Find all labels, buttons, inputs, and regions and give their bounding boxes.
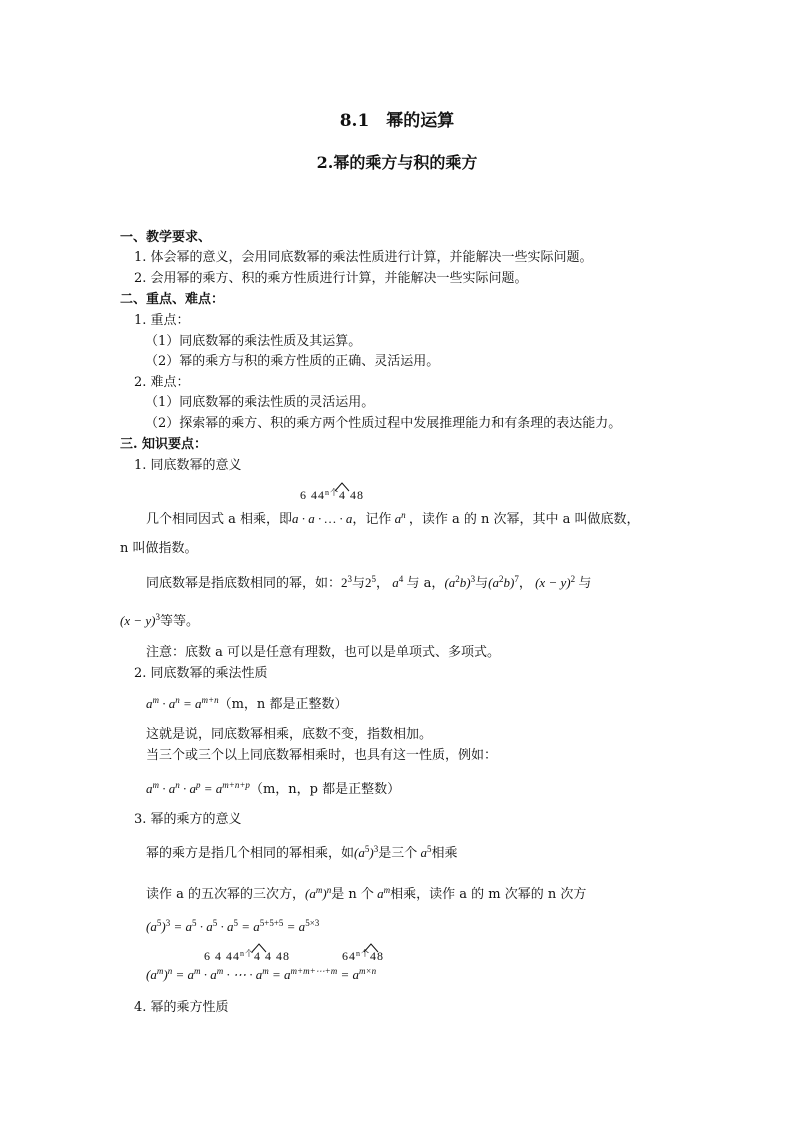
same-base-examples-cont: $(x - y)^3$等等。 bbox=[120, 612, 199, 629]
key-item: （2）幂的乘方与积的乘方性质的正确、灵活运用。 bbox=[145, 354, 440, 369]
knowledge-label-4: 4. 幂的乘方性质 bbox=[134, 1000, 229, 1015]
key-item: （1）同底数幂的乘法性质及其运算。 bbox=[145, 334, 362, 349]
difficulty-label: 2. 难点： bbox=[134, 375, 190, 390]
product-expression: a · a · … · a bbox=[292, 511, 353, 526]
key-label: 1. 重点： bbox=[134, 313, 190, 328]
power-of-power-reading: 读作 a 的五次幂的三次方，$(a^m)^n$是 n 个 $a^m$相乘，读作 a 的 m 次幂的 n 次方 bbox=[146, 885, 587, 902]
section-heading-requirements: 一、教学要求、 bbox=[120, 230, 212, 245]
brace-peak-icon bbox=[251, 943, 267, 953]
brace-peak-icon bbox=[363, 943, 379, 953]
requirement-item: 2. 会用幂的乘方、积的乘方性质进行计算，并能解决一些实际问题。 bbox=[134, 271, 528, 286]
formula-product-rule-three: $a^m \cdot a^n \cdot a^p = a^{m+n+p}(m$，n，p 都是正整数） bbox=[146, 780, 401, 797]
requirement-item: 1. 体会幂的意义，会用同底数幂的乘法性质进行计算，并能解决一些实际问题。 bbox=[134, 250, 593, 265]
definition-line-cont: n 叫做指数。 bbox=[120, 541, 198, 556]
same-base-examples: 同底数幂是指底数相同的幂，如：$2^3$与$2^5$， $a^4$ 与 a，$(a^2b)^3$与$(a^2b)^7$， $(x - y)^2$ 与 bbox=[146, 574, 592, 591]
section-heading-knowledge: 三. 知识要点： bbox=[120, 437, 208, 452]
page-subtitle: 2.幂的乘方与积的乘方 bbox=[316, 153, 478, 172]
brace-peak-icon bbox=[334, 482, 350, 492]
overbrace-n-factors: 6 4 $44^{n个}4$ 4 48 bbox=[204, 949, 290, 963]
section-heading-key-points: 二、重点、难点： bbox=[120, 292, 225, 307]
rule-explanation: 这就是说，同底数幂相乘，底数不变，指数相加。 bbox=[146, 727, 433, 742]
page-title: 8.1 幂的运算 bbox=[339, 111, 455, 131]
knowledge-label-2: 2. 同底数幂的乘法性质 bbox=[134, 666, 268, 681]
formula-product-rule: $a^m \cdot a^n = a^{m+n}(m$，n 都是正整数） bbox=[146, 695, 348, 712]
note: 注意：底数 a 可以是任意有理数，也可以是单项式、多项式。 bbox=[146, 645, 501, 660]
rule-extension: 当三个或三个以上同底数幂相乘时，也具有这一性质，例如： bbox=[146, 748, 498, 763]
overbrace-n-terms: $64^{n个}48$ bbox=[342, 949, 384, 963]
knowledge-label-1: 1. 同底数幂的意义 bbox=[134, 458, 242, 473]
difficulty-item: （1）同底数幂的乘法性质的灵活运用。 bbox=[145, 395, 375, 410]
power-of-power-meaning: 幂的乘方是指几个相同的幂相乘，如$(a^5)^3$是三个 $a^5$相乘 bbox=[146, 844, 458, 861]
definition-line: 几个相同因式 a 相乘，即a · a · … · a，记作 $a^n$ ，读作 a 的 n 次幂，其中 a 叫做底数， bbox=[146, 510, 640, 527]
knowledge-label-3: 3. 幂的乘方的意义 bbox=[134, 812, 242, 827]
power-example: $(a^5)^3 = a^5 \cdot a^5 \cdot a^5 = a^{5+5+5} = a^{5\times 3}$ bbox=[146, 918, 320, 934]
power-general-formula: $(a^m)^n = a^m \cdot a^m$ · ⋯ · $a^m = a^{m+m+\cdots+m} = a^{m\times n}$ bbox=[146, 966, 377, 982]
overbrace-n-factors: 6 $44^{n个}4$ 48 bbox=[300, 488, 364, 502]
difficulty-item: （2）探索幂的乘方、积的乘方两个性质过程中发展推理能力和有条理的表达能力。 bbox=[145, 416, 622, 431]
